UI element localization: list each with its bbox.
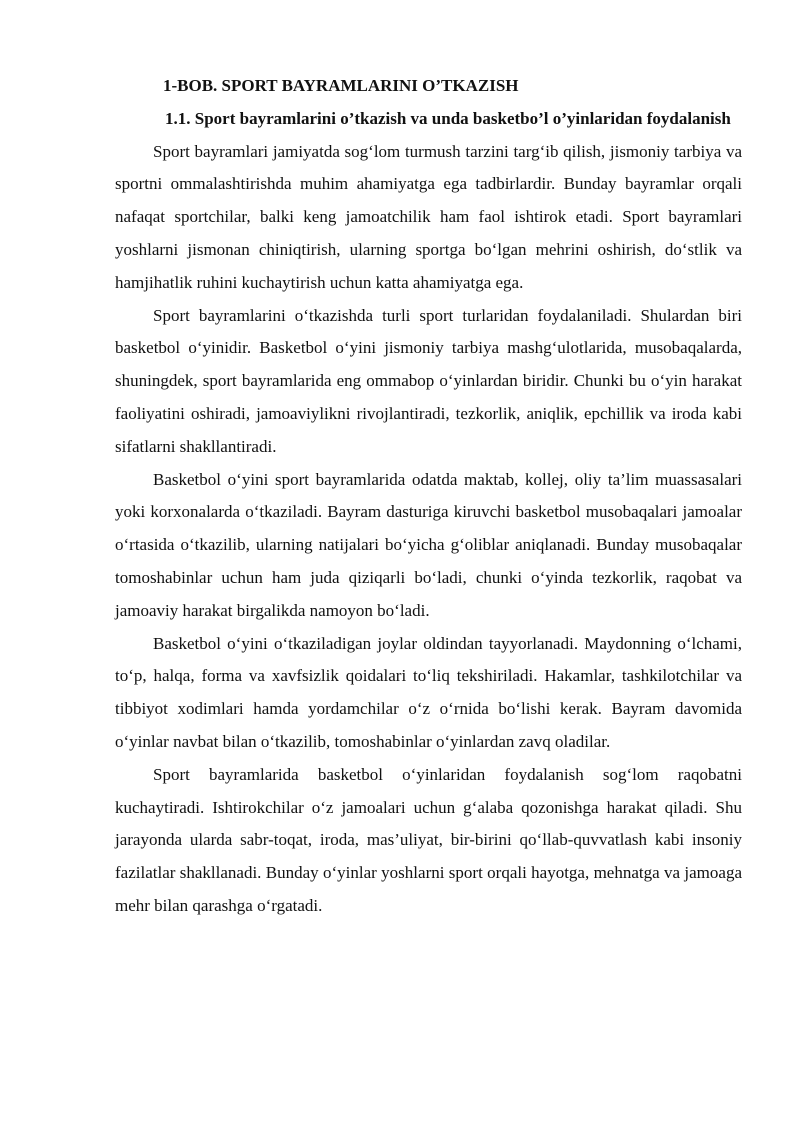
paragraph: Basketbol o‘yini o‘tkaziladigan joylar oldindan tayyorlanadi. Maydonning o‘lchami, to‘p, halqa, forma va xavfsizlik qoidalari to‘liq tekshiriladi. Hakamlar, tashkilotchilar va tibbiyot xodimlari hamda yordamchilar o‘z o‘rnida bo‘lishi kerak. Bayram davomida o‘yinlar navbat bilan o‘tkazilib, tomoshabinlar o‘yinlardan zavq oladilar. xyxy=(115,633,742,751)
paragraph: Sport bayramlari jamiyatda sog‘lom turmush tarzini targ‘ib qilish, jismoniy tarbiya va sportni ommalashtirishda muhim ahamiyatga ega tadbirlardir. Bunday bayramlar orqali nafaqat sportchilar, balki keng jamoatchilik ham faol ishtirok etadi. Sport bayramlari yoshlarni jismonan chiniqtirish, ularning sportga bo‘lgan mehrini oshirish, do‘stlik va hamjihatlik ruhini kuchaytirish uchun katta ahamiyatga ega. xyxy=(115,141,742,292)
document-page xyxy=(115,70,742,923)
paragraph: Basketbol o‘yini sport bayramlarida odatda maktab, kollej, oliy ta’lim muassasalari yoki korxonalarda o‘tkaziladi. Bayram dasturiga kiruvchi basketbol musobaqalari jamoalar o‘rtasida o‘tkazilib, ularning natijalari bo‘yicha g‘oliblar aniqlanadi. Bunday musobaqalar tomoshabinlar uchun ham juda qiziqarli bo‘ladi, chunki o‘yinda tezkorlik, raqobat va jamoaviy harakat birgalikda namoyon bo‘ladi. xyxy=(115,469,742,620)
paragraph: Sport bayramlarida basketbol o‘yinlaridan foydalanish sog‘lom raqobatni kuchaytiradi. Ishtirokchilar o‘z jamoalari uchun g‘alaba qozonishga harakat qiladi. Shu jarayonda ularda sabr-toqat, iroda, mas’uliyat, bir-birini qo‘llab-quvvatlash kabi insoniy fazilatlar shakllanadi. Bunday o‘yinlar yoshlarni sport orqali hayotga, mehnatga va jamoaga mehr bilan qarashga o‘rgatadi. xyxy=(115,764,742,915)
section-title: 1.1. Sport bayramlarini o’tkazish va unda basketbo’l o’yinlaridan foydalanish xyxy=(165,108,731,128)
chapter-title: 1-BOB. SPORT BAYRAMLARINI O’TKAZISH xyxy=(163,76,519,95)
paragraph: Sport bayramlarini o‘tkazishda turli sport turlaridan foydalaniladi. Shulardan biri basketbol o‘yinidir. Basketbol o‘yini jismoniy tarbiya mashg‘ulotlarida, musobaqalarda, shuningdek, sport bayramlarida eng ommabop o‘yinlardan biridir. Chunki bu o‘yin harakat faoliyatini oshiradi, jamoaviylikni rivojlantiradi, tezkorlik, aniqlik, epchillik va iroda kabi sifatlarni shakllantiradi. xyxy=(115,305,742,456)
